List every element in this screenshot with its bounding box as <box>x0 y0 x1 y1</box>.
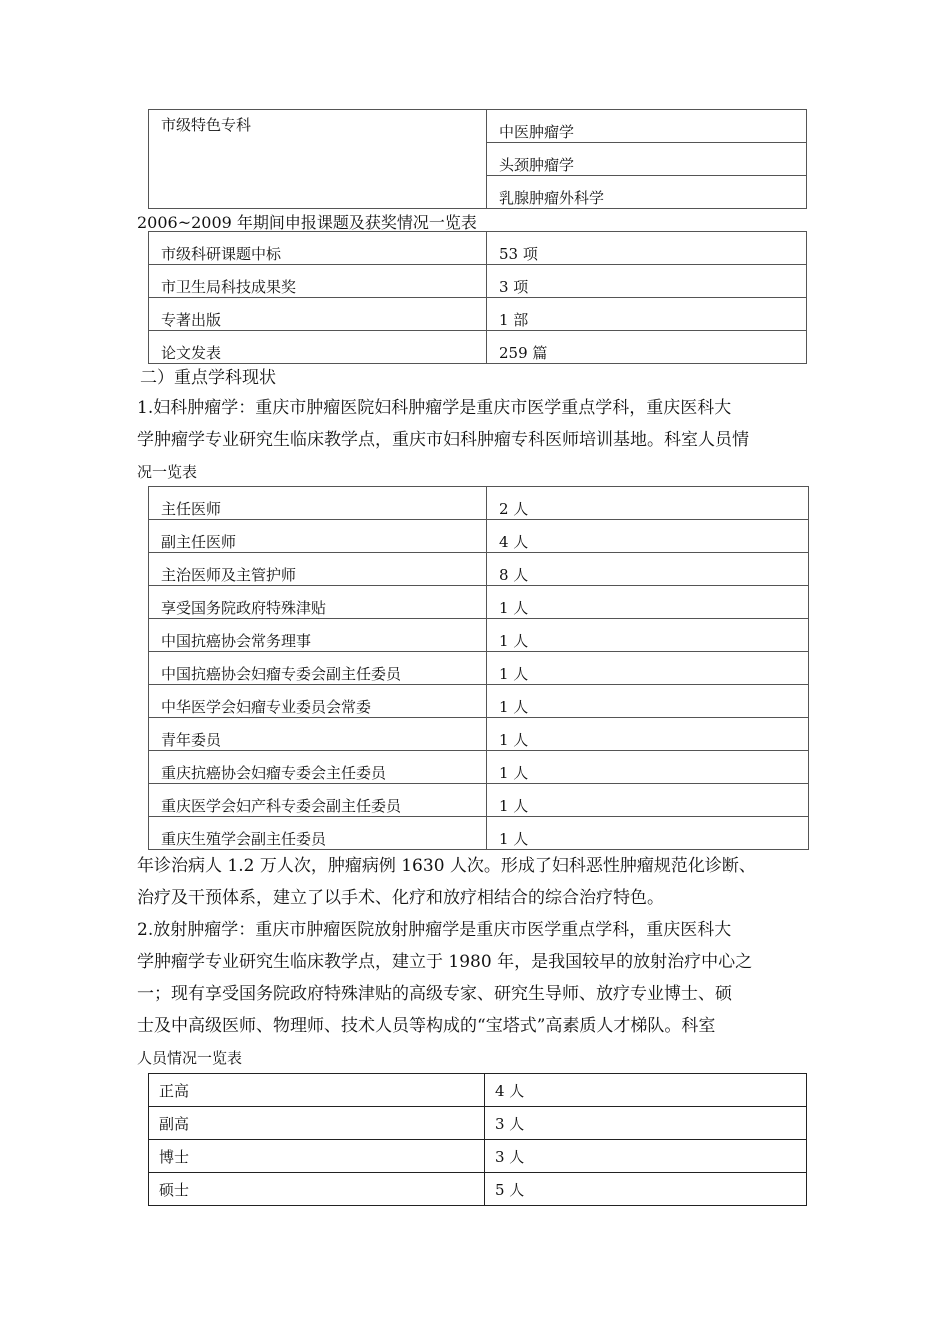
gyn-paragraph-line: 1.妇科肿瘤学：重庆市肿瘤医院妇科肿瘤学是重庆市医学重点学科，重庆医科大 <box>137 398 732 418</box>
staff-role: 享受国务院政府特殊津贴 <box>149 586 487 619</box>
staff-count: 2 人 <box>487 487 809 520</box>
staff-count: 8 人 <box>487 553 809 586</box>
staff-count: 1 人 <box>487 784 809 817</box>
awards-value: 3 项 <box>487 265 807 298</box>
gyn-paragraph-line: 学肿瘤学专业研究生临床教学点，重庆市妇科肿瘤专科医师培训基地。科室人员情 <box>137 430 749 450</box>
staff-role: 中国抗癌协会妇瘤专委会副主任委员 <box>149 652 487 685</box>
gyn-summary-line: 年诊治病人 1.2 万人次，肿瘤病例 1630 人次。形成了妇科恶性肿瘤规范化诊断、 <box>137 856 756 876</box>
staff-count: 3 人 <box>485 1107 807 1140</box>
staff-role: 副高 <box>149 1107 485 1140</box>
rad-paragraph-line: 人员情况一览表 <box>137 1049 243 1067</box>
staff-role: 青年委员 <box>149 718 487 751</box>
gyn-staff-table <box>148 486 809 850</box>
staff-role: 重庆生殖学会副主任委员 <box>149 817 487 850</box>
awards-item: 专著出版 <box>149 298 487 331</box>
staff-count: 5 人 <box>485 1173 807 1206</box>
rad-paragraph-line: 学肿瘤学专业研究生临床教学点，建立于 1980 年，是我国较早的放射治疗中心之 <box>137 952 753 972</box>
staff-role: 正高 <box>149 1074 485 1107</box>
rad-paragraph <box>137 920 752 1072</box>
staff-role: 重庆医学会妇产科专委会副主任委员 <box>149 784 487 817</box>
staff-count: 1 人 <box>487 751 809 784</box>
staff-count: 1 人 <box>487 817 809 850</box>
awards-value: 259 篇 <box>487 331 807 364</box>
staff-count: 1 人 <box>487 619 809 652</box>
staff-role: 中国抗癌协会常务理事 <box>149 619 487 652</box>
specialty-table <box>148 109 807 209</box>
staff-count: 1 人 <box>487 586 809 619</box>
awards-value: 53 项 <box>487 232 807 265</box>
rad-paragraph-line: 士及中高级医师、物理师、技术人员等构成的“宝塔式”高素质人才梯队。科室 <box>137 1016 716 1036</box>
section-heading: 二）重点学科现状 <box>140 368 276 388</box>
staff-count: 4 人 <box>485 1074 807 1107</box>
staff-role: 重庆抗癌协会妇瘤专委会主任委员 <box>149 751 487 784</box>
specialty-label: 市级特色专科 <box>149 110 487 209</box>
rad-paragraph-line: 2.放射肿瘤学：重庆市肿瘤医院放射肿瘤学是重庆市医学重点学科，重庆医科大 <box>137 920 732 940</box>
awards-caption: 2006~2009 年期间申报课题及获奖情况一览表 <box>137 213 477 232</box>
staff-role: 主治医师及主管护师 <box>149 553 487 586</box>
awards-table <box>148 231 807 364</box>
gyn-paragraph <box>137 398 749 486</box>
awards-item: 论文发表 <box>149 331 487 364</box>
specialty-item: 头颈肿瘤学 <box>487 143 807 176</box>
gyn-summary <box>137 856 756 920</box>
staff-count: 1 人 <box>487 652 809 685</box>
staff-count: 3 人 <box>485 1140 807 1173</box>
gyn-paragraph-line: 况一览表 <box>137 463 198 481</box>
staff-role: 硕士 <box>149 1173 485 1206</box>
awards-item: 市级科研课题中标 <box>149 232 487 265</box>
staff-count: 1 人 <box>487 685 809 718</box>
rad-paragraph-line: 一；现有享受国务院政府特殊津贴的高级专家、研究生导师、放疗专业博士、硕 <box>137 984 732 1004</box>
awards-value: 1 部 <box>487 298 807 331</box>
staff-count: 4 人 <box>487 520 809 553</box>
staff-role: 中华医学会妇瘤专业委员会常委 <box>149 685 487 718</box>
awards-item: 市卫生局科技成果奖 <box>149 265 487 298</box>
rad-staff-table <box>148 1073 807 1206</box>
staff-role: 主任医师 <box>149 487 487 520</box>
staff-count: 1 人 <box>487 718 809 751</box>
gyn-summary-line: 治疗及干预体系，建立了以手术、化疗和放疗相结合的综合治疗特色。 <box>137 888 664 908</box>
specialty-item: 中医肿瘤学 <box>487 110 807 143</box>
staff-role: 副主任医师 <box>149 520 487 553</box>
specialty-item: 乳腺肿瘤外科学 <box>487 176 807 209</box>
staff-role: 博士 <box>149 1140 485 1173</box>
